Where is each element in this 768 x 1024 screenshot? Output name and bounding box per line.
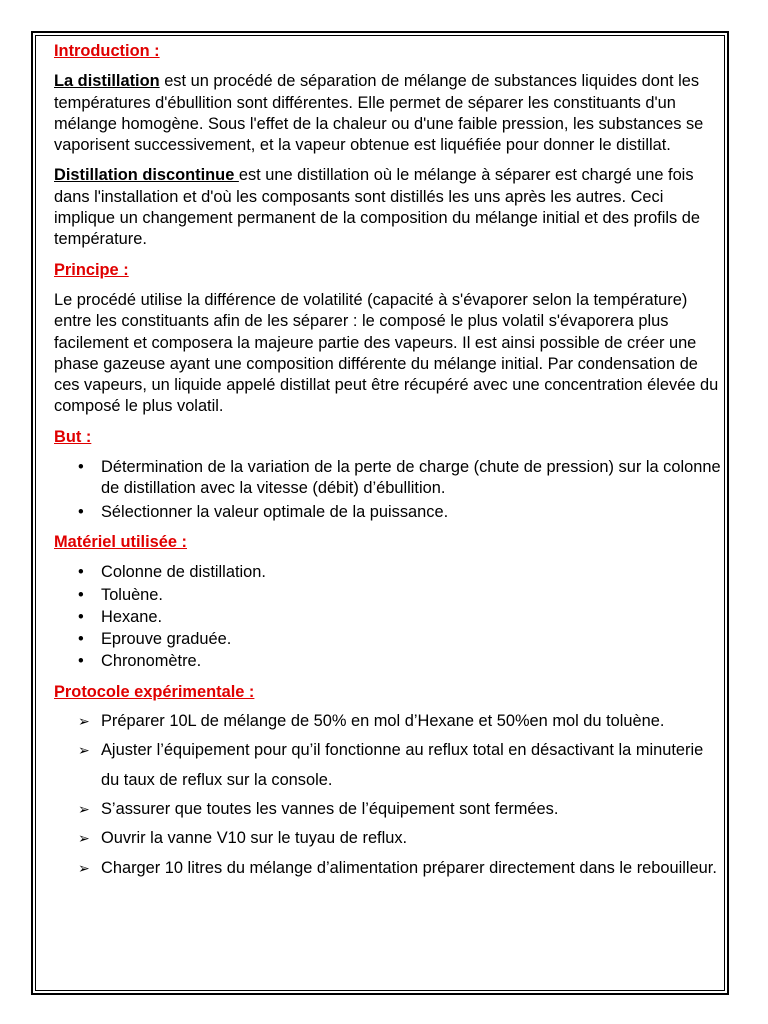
introduction-paragraph-1 — [54, 71, 724, 156]
bullet-icon: • — [78, 458, 84, 477]
materiel-list — [54, 562, 724, 672]
arrow-bullet-icon: ➢ — [78, 859, 90, 876]
bullet-icon: • — [78, 652, 84, 671]
protocole-list — [54, 707, 724, 883]
bullet-icon: • — [78, 502, 84, 521]
list-item: ➢ Préparer 10L de mélange de 50% en mol d’Hexane et 50%en mol du toluène. — [54, 707, 724, 736]
list-item: ➢ Ajuster l’équipement pour qu’il fonctionne au reflux total en désactivant la minuterie du taux de reflux sur la console. — [54, 736, 724, 795]
arrow-bullet-icon: ➢ — [78, 713, 90, 730]
list-item: • Hexane. — [54, 607, 724, 628]
but-list — [54, 457, 724, 523]
arrow-bullet-icon: ➢ — [78, 742, 90, 759]
introduction-text-1: est un procédé de séparation de mélange de substances liquides dont les températures d'ébullition sont différentes. Elle permet de séparer les constituants d'un mélange homogène. Sous l'effet de la chaleur ou d'une faible pression, les substances se vaporisent successivement, et la vapeur obtenue est liquéfiée pour donner le distillat. — [54, 72, 704, 155]
principe-paragraph: Le procédé utilise la différence de volatilité (capacité à s'évaporer selon la température) entre les constituants afin de les séparer : le composé le plus volatil s'évaporera plus facilement et composera la majeure partie des vapeurs. Il est ainsi possible de créer une phase gazeuse ayant une composition différente du mélange initial. Par condensation de ces vapeurs, un liquide appelé distillat peut être récupéré avec une concentration élevée du composé le plus volatil. — [54, 290, 719, 416]
bullet-icon: • — [78, 585, 84, 604]
but-heading: But : — [54, 427, 92, 446]
introduction-paragraph-2 — [54, 165, 724, 250]
list-item: • Eprouve graduée. — [54, 629, 724, 650]
term-distillation-discontinue: Distillation discontinue — [54, 166, 239, 185]
list-item: ➢ Ouvrir la vanne V10 sur le tuyau de reflux. — [54, 824, 724, 853]
list-item: • Toluène. — [54, 585, 724, 606]
term-distillation: La distillation — [54, 72, 160, 91]
introduction-heading: Introduction : — [54, 42, 160, 60]
arrow-bullet-icon: ➢ — [78, 830, 90, 847]
protocole-heading: Protocole expérimentale : — [54, 682, 255, 701]
bullet-icon: • — [78, 563, 84, 582]
list-item: ➢ Charger 10 litres du mélange d’alimentation préparer directement dans le rebouilleur. — [54, 854, 724, 883]
list-item: ➢ S’assurer que toutes les vannes de l’équipement sont fermées. — [54, 795, 724, 824]
materiel-heading: Matériel utilisée : — [54, 532, 187, 551]
bullet-icon: • — [78, 630, 84, 649]
document-body — [54, 41, 724, 883]
arrow-bullet-icon: ➢ — [78, 800, 90, 817]
list-item: • Sélectionner la valeur optimale de la puissance. — [54, 502, 724, 523]
principe-heading: Principe : — [54, 260, 129, 279]
list-item: • Détermination de la variation de la perte de charge (chute de pression) sur la colonne de distillation avec la vitesse (débit) d’ébullition. — [78, 458, 721, 498]
list-item: • Chronomètre. — [54, 651, 724, 672]
list-item: • Colonne de distillation. — [54, 562, 724, 583]
bullet-icon: • — [78, 607, 84, 626]
introduction-text-2: est une distillation où le mélange à séparer est chargé une fois dans l'installation et d'où les composants sont distillés les uns après les autres. Ceci implique un changement permanent de la composition du mélange initial et des profils de température. — [54, 166, 700, 249]
